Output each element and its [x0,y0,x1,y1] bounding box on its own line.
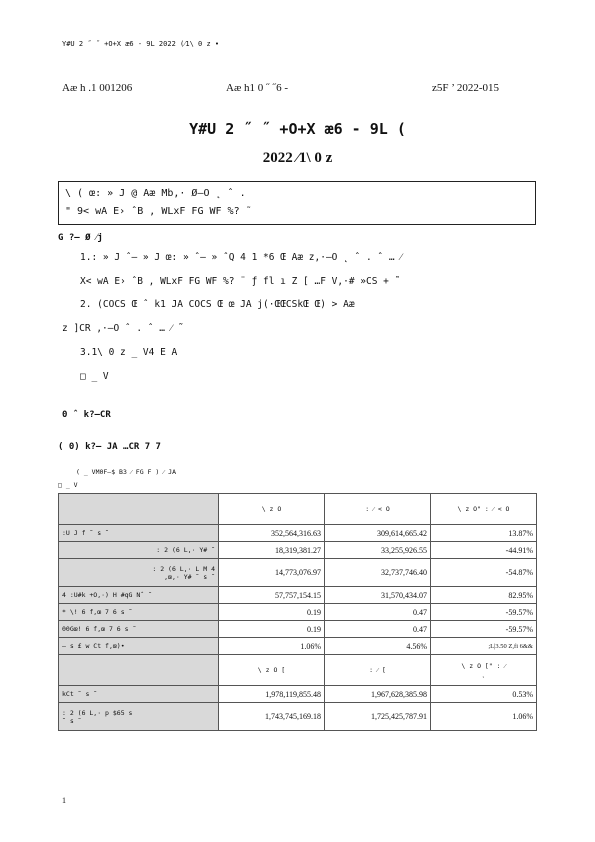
header-prior-period: : ⁄ < O [325,494,431,525]
page-number: 1 [62,796,66,805]
change-value: 13.87% [431,525,537,542]
header-change: \ z O" : ⁄ < O [431,494,537,525]
change-value: ;L|3.50 Z,fi 6&& [431,638,537,655]
table-row [59,587,537,604]
notice-box [58,181,536,225]
change-value: 1.06% [431,703,537,731]
document-subtitle: 2022 ⁄1\ 0 z [262,150,333,166]
section-1-heading: G ?– Ø ⁄j [58,233,103,243]
change-value: 0.53% [431,686,537,703]
row-label: : 2 (6 L,· L M 4 ,œ,· Y# ˜ s ˜ [59,559,219,587]
item-2: 2. (COCS Œ ˆ k1 JA COCS Œ œ JA j(·ŒŒCSkŒ Œ) > Aæ [80,299,355,310]
row-label: : 2 (6 L,· Y# ˜ [59,542,219,559]
item-4: □ _ V [80,371,109,382]
current-value: 352,564,316.63 [219,525,325,542]
row-label: * \! 6 f,œ 7 6 s ˜ [59,604,219,621]
row-label: – s £ w Ct f,œ)• [59,638,219,655]
table-row [59,559,537,587]
prior-value: 309,614,665.42 [325,525,431,542]
table-header-row-2 [59,655,537,686]
table-row [59,621,537,638]
notice-line-1: \ ( œ: » J @ Aæ Mb,· Ø–O ˛ ˆ . [65,188,246,199]
change-value: -59.57% [431,604,537,621]
item-1-continued: X< wA E› ˆB , WLxF FG WF %? ¨ ƒ fl ı Z [ …F V,·# »CS + ˜ [80,276,401,287]
current-value: 1.06% [219,638,325,655]
table-row [59,604,537,621]
current-value: 14,773,076.97 [219,559,325,587]
item-1: 1.: » J ˆ– » J œ: » ˆ– » ˆQ 4 1 *6 Œ Aæ z,·–O ˛ ˆ . ˆ … ⁄ [80,252,402,263]
row-label: :U J f ˜ s ˜ [59,525,219,542]
stock-code: Aæ h .1 001206 [62,82,133,94]
header-corner-cell [59,494,219,525]
item-3: 3.1\ 0 z _ V4 E A [80,347,178,358]
subsection-heading: ( 0) k?– JA …CR 7 7 [58,442,161,452]
current-value: 18,319,381.27 [219,542,325,559]
header-period-end: \ z O [ [219,655,325,686]
notice-line-2: " 9< wA E› ˆB , WLxF FG WF %? ˜ [65,206,252,217]
current-value: 1,743,745,169.18 [219,703,325,731]
change-value: -44.91% [431,542,537,559]
current-value: 57,757,154.15 [219,587,325,604]
row-label: kCt ˜ s ˜ [59,686,219,703]
current-value: 0.19 [219,621,325,638]
prior-value: 32,737,746.40 [325,559,431,587]
header-change-2: \ z O [" : ⁄ ˛ [431,655,537,686]
section-2-heading: 0 ˆ k?–CR [62,410,111,420]
table-row [59,542,537,559]
change-value: 82.95% [431,587,537,604]
prior-value: 31,570,434.07 [325,587,431,604]
row-label: 4 :U#k +O,·) H #qG Nˆ ˜ [59,587,219,604]
current-value: 1,978,119,855.48 [219,686,325,703]
prior-value: 1,967,628,385.98 [325,686,431,703]
row-label: 00Gœ! 6 f,œ 7 6 s ˜ [59,621,219,638]
change-value: -54.87% [431,559,537,587]
item-2-continued: z ]CR ,·–O ˆ . ˆ … ⁄ ˜ [62,323,184,334]
current-value: 0.19 [219,604,325,621]
header-corner-cell [59,655,219,686]
table-row [59,525,537,542]
prior-value: 33,255,926.55 [325,542,431,559]
running-header: Y#U 2 ˝ ˝ +O+X æ6 - 9L 2022 (⁄1\ 0 z • [62,40,220,48]
table-row [59,703,537,731]
table-row [59,638,537,655]
change-value: -59.57% [431,621,537,638]
table-note: ( _ VM0F–$ B3 ⁄ FG F ) ⁄ JA [76,468,177,476]
table-header-row [59,494,537,525]
header-current-period: \ z O [219,494,325,525]
prior-value: 1,725,425,787.91 [325,703,431,731]
prior-value: 0.47 [325,604,431,621]
header-prior-year-end: : ⁄ [ [325,655,431,686]
row-label: : 2 (6 L,· p $65 s ˜ s ˜ [59,703,219,731]
prior-value: 4.56% [325,638,431,655]
document-title: Y#U 2 ˝ ˝ +O+X æ6 - 9L ( [189,120,406,138]
unit-label: □ _ V [58,481,78,489]
prior-value: 0.47 [325,621,431,638]
financial-data-table [58,493,537,731]
stock-abbreviation: Aæ h1 0 ˝ ˝6 - [226,82,289,94]
announcement-number: z5F ’ 2022-015 [432,82,500,94]
table-row [59,686,537,703]
